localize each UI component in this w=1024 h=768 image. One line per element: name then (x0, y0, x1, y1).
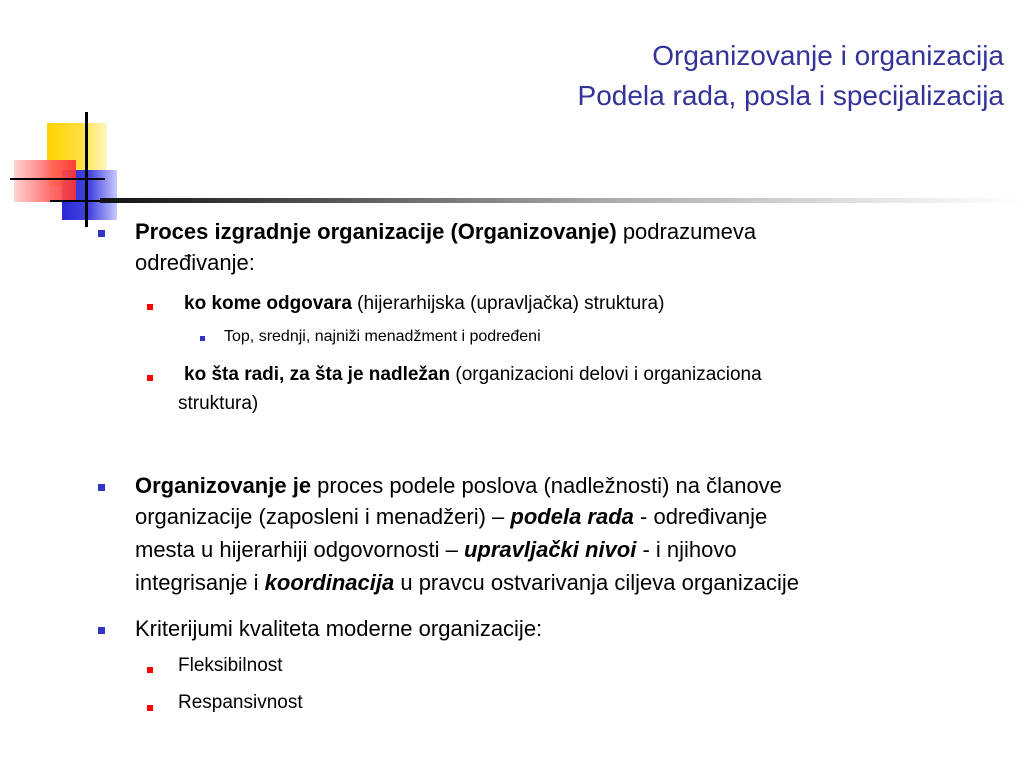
bullet-1-line-2: određivanje: (135, 250, 255, 275)
bullet-2-line-2-b: - određivanje (633, 504, 768, 529)
bullet-2-line-1-rest: proces podele poslova (nadležnosti) na članove (311, 473, 782, 498)
horizontal-line-upper (10, 178, 105, 180)
bullet-1-line-1 (135, 216, 756, 247)
bullet-2-line-1 (135, 470, 782, 501)
title-line-1: Organizovanje i organizacija (652, 40, 1004, 71)
bullet-3: Kriterijumi kvaliteta moderne organizacije: (135, 616, 543, 641)
bullet-2-line-4 (135, 567, 799, 598)
title-divider-rule (100, 198, 1024, 203)
bullet-2-line-3-b: - i njihovo (636, 537, 737, 562)
bullet-marker-icon (147, 375, 153, 381)
bullet-marker-icon (98, 230, 105, 237)
bullet-2-bold: Organizovanje je (135, 473, 312, 498)
slide-title (578, 36, 1004, 116)
bullet-2-line-2-a: organizacije (zaposleni i menadžeri) – (135, 504, 511, 529)
bullet-2-emphasis-podela-rada: podela rada (510, 504, 634, 529)
bullet-2-line-4-a: integrisanje i (135, 570, 265, 595)
title-line-2: Podela rada, posla i specijalizacija (577, 80, 1004, 111)
bullet-2-line-4-b: u pravcu ostvarivanja ciljeva organizacije (394, 570, 799, 595)
bullet-1-1-1: Top, srednji, najniži menadžment i podređeni (224, 328, 541, 345)
bullet-1-rest: podrazumeva (616, 219, 757, 244)
bullet-2-line-2 (135, 501, 767, 532)
bullet-2-emphasis-koordinacija: koordinacija (264, 570, 395, 595)
bullet-2-line-3 (135, 534, 737, 565)
red-square (14, 160, 76, 202)
vertical-line (85, 112, 88, 227)
bullet-1-1-bold: ko kome odgovara (184, 293, 352, 314)
bullet-marker-icon (200, 336, 205, 341)
bullet-marker-icon (147, 667, 153, 673)
bullet-1-1 (184, 290, 664, 317)
bullet-1-bold: Proces izgradnje organizacije (Organizovanje) (135, 219, 617, 244)
bullet-1-2-line-1 (184, 361, 762, 388)
bullet-3-2: Respansivnost (178, 692, 303, 713)
bullet-1-2-line-2: struktura) (178, 393, 259, 414)
bullet-marker-icon (98, 484, 105, 491)
bullet-marker-icon (147, 304, 153, 310)
bullet-2-emphasis-upravljacki-nivoi: upravljački nivoi (463, 537, 637, 562)
bullet-marker-icon (147, 705, 153, 711)
bullet-1-1-rest: (hijerarhijska (upravljačka) struktura) (351, 293, 665, 314)
bullet-marker-icon (98, 627, 105, 634)
bullet-1-2-bold: ko šta radi, za šta je nadležan (184, 364, 451, 385)
bullet-2-line-3-a: mesta u hijerarhiji odgovornosti – (135, 537, 464, 562)
bullet-3-1: Fleksibilnost (178, 655, 283, 676)
bullet-1-2-rest: (organizacioni delovi i organizaciona (450, 364, 762, 385)
